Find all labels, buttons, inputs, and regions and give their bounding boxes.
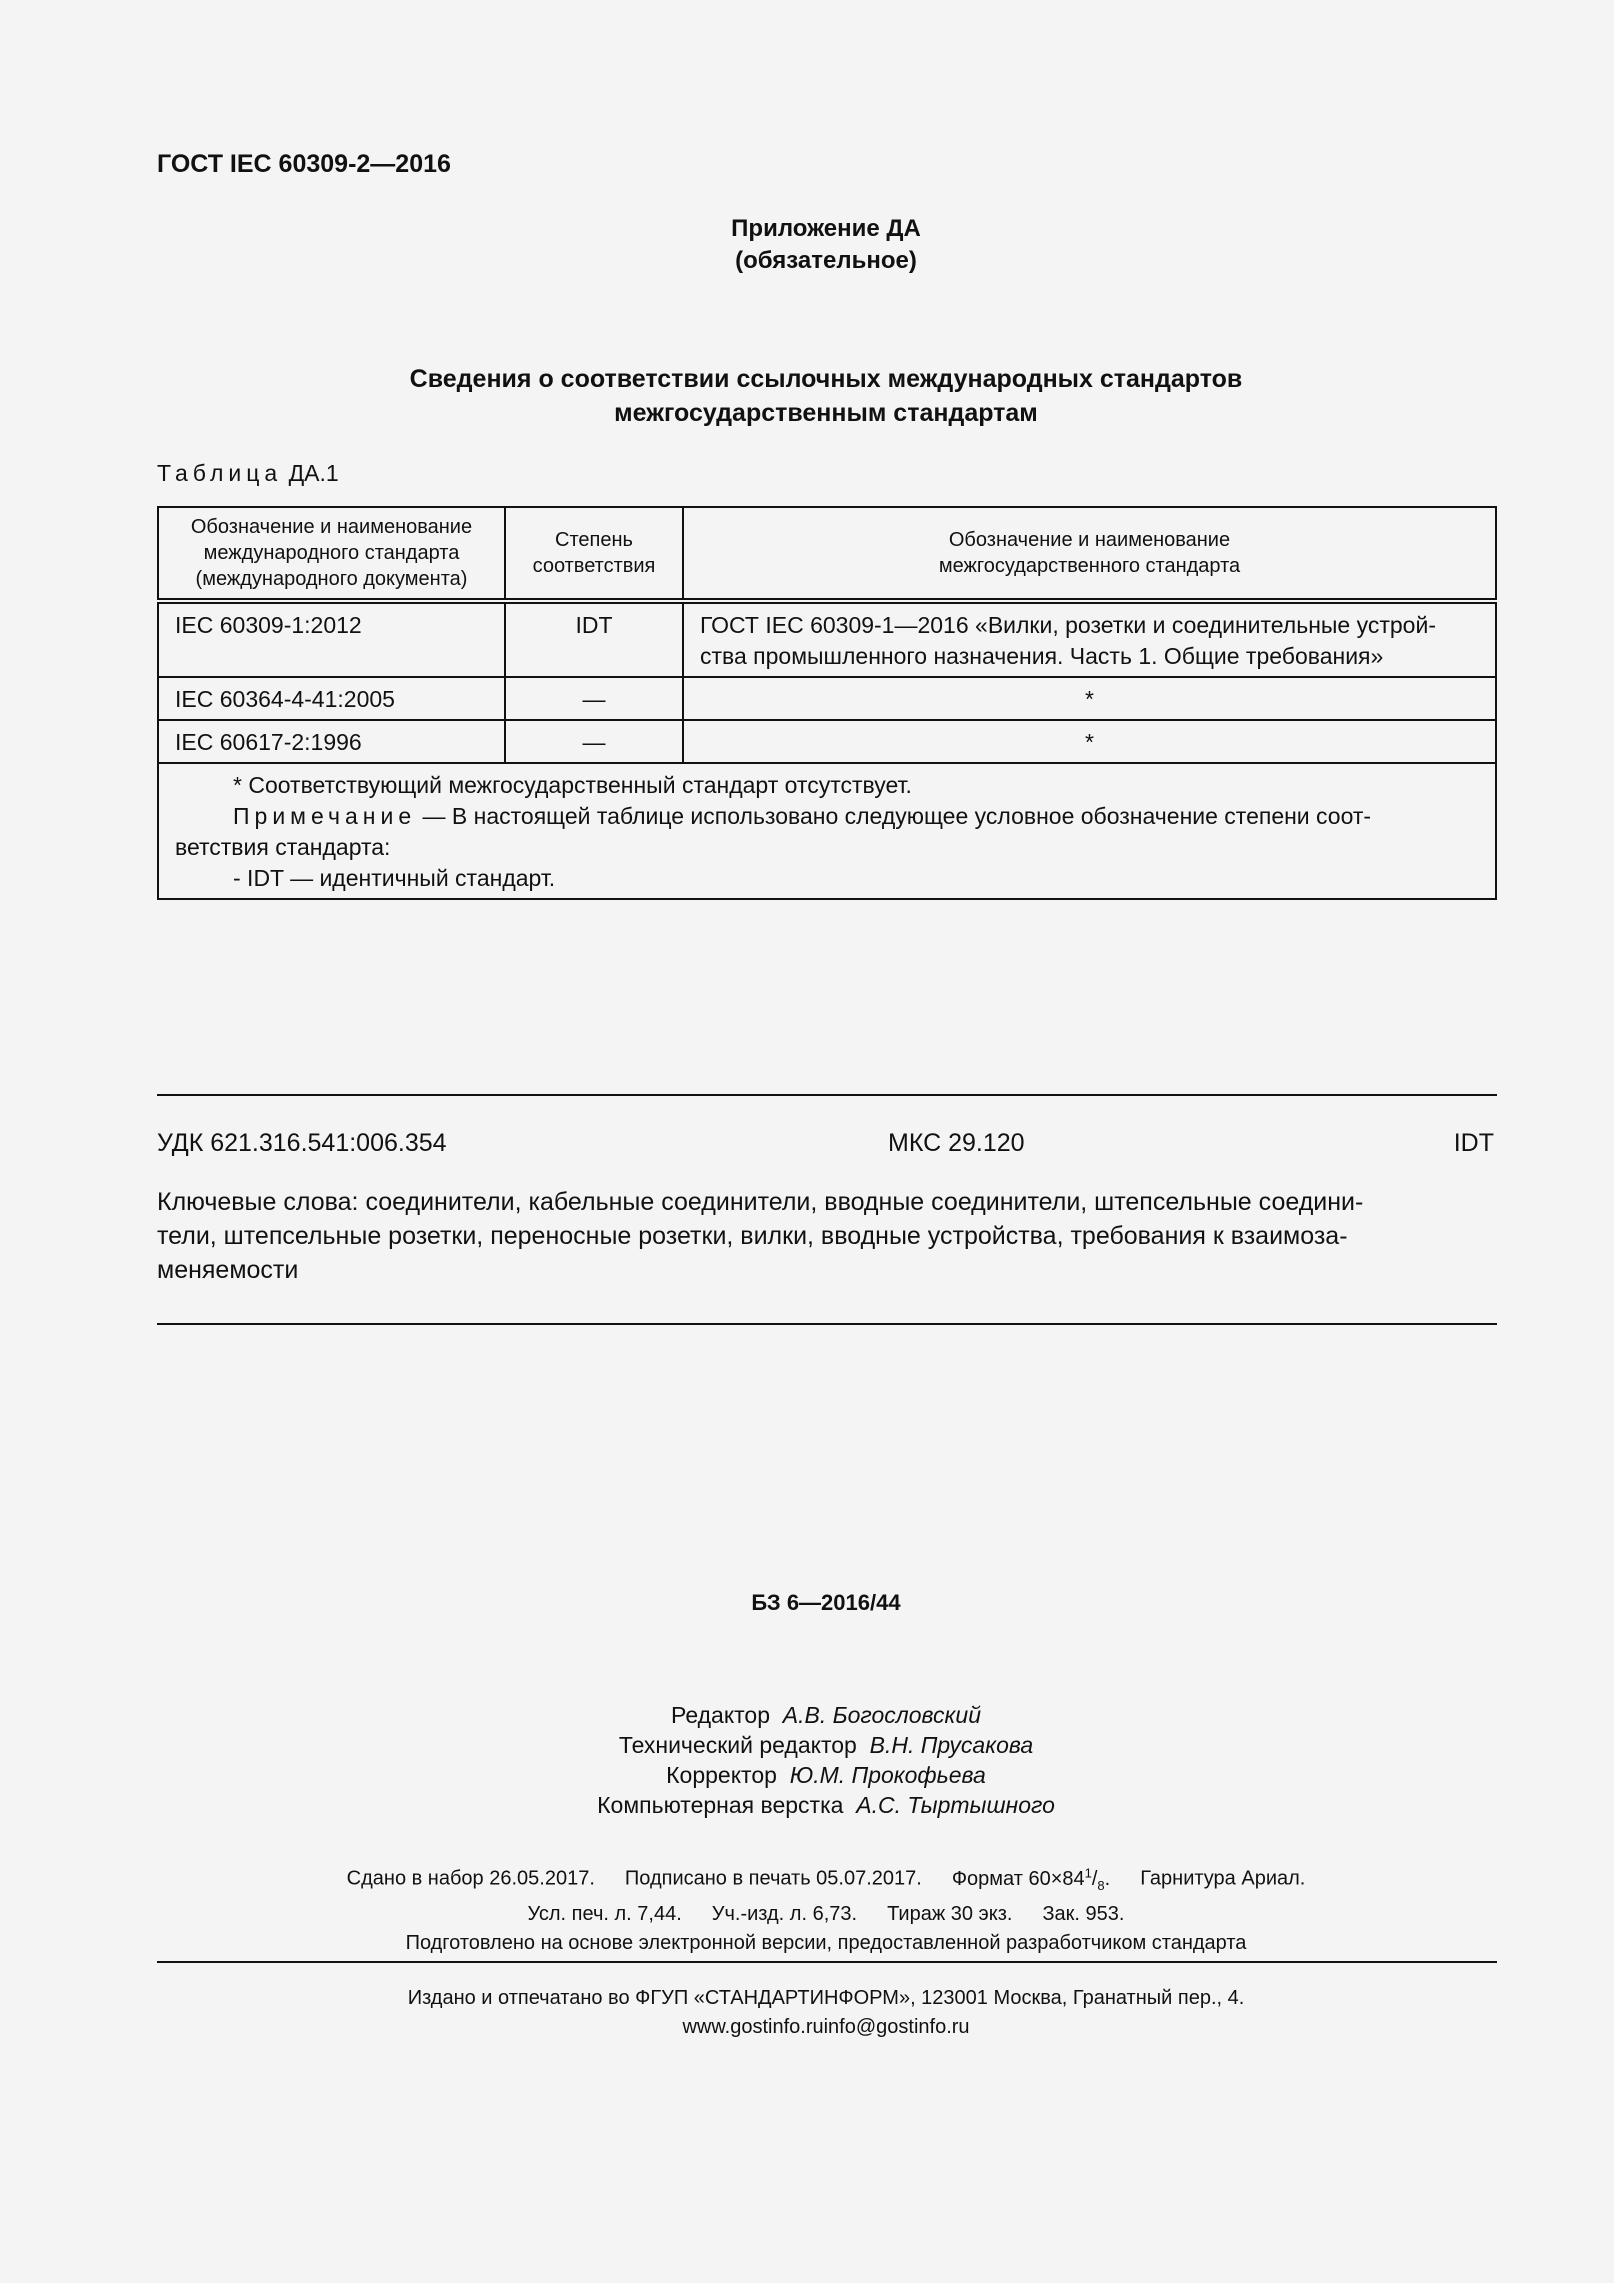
format-prefix: Формат 60×84 bbox=[951, 1867, 1085, 1890]
credit-label: Редактор bbox=[671, 1702, 771, 1728]
format-sub: 8 bbox=[1097, 1877, 1105, 1893]
header-line: Обозначение и наименование bbox=[190, 516, 473, 538]
credit-tech-editor bbox=[0, 1730, 1614, 1760]
note-text: — В настоящей таблице использовано следующее условное обозначение степени соот- bbox=[416, 803, 1372, 829]
table-caption-word: Таблица bbox=[157, 460, 283, 486]
keywords-line1: Ключевые слова: соединители, кабельные соединители, вводные соединители, штепсельные соедини- bbox=[157, 1188, 1364, 1216]
footnote: * Соответствующий межгосударственный стандарт отсутствует. bbox=[233, 772, 912, 798]
udk-code: УДК 621.316.541:006.354 bbox=[157, 1129, 447, 1157]
print-line2 bbox=[0, 1900, 1614, 1929]
cell-degree: IDT bbox=[505, 601, 683, 677]
typeface: Гарнитура Ариал. bbox=[1140, 1867, 1306, 1890]
header-degree bbox=[505, 507, 683, 601]
submitted-date: Сдано в набор 26.05.2017. bbox=[346, 1867, 595, 1890]
credit-label: Корректор bbox=[666, 1762, 777, 1788]
credit-name: В.Н. Прусакова bbox=[869, 1732, 1034, 1758]
table-row bbox=[158, 677, 1496, 720]
cell-interstate: * bbox=[683, 677, 1496, 720]
table-row bbox=[158, 601, 1496, 677]
classification-row bbox=[157, 1129, 1494, 1158]
format-sep: / bbox=[1091, 1867, 1098, 1890]
cell-intl: IEC 60364-4-41:2005 bbox=[158, 677, 505, 720]
document-code: ГОСТ IEC 60309-2—2016 bbox=[157, 150, 451, 178]
cell-degree: — bbox=[505, 677, 683, 720]
mks-code: МКС 29.120 bbox=[888, 1129, 1025, 1157]
credit-layout bbox=[0, 1790, 1614, 1820]
divider-imprint bbox=[157, 1961, 1497, 1963]
divider-bottom bbox=[157, 1323, 1497, 1325]
signed-date: Подписано в печать 05.07.2017. bbox=[624, 1867, 922, 1890]
print-sheets: Усл. печ. л. 7,44. bbox=[527, 1902, 682, 1925]
note-line2: ветствия стандарта: bbox=[175, 834, 391, 860]
section-title bbox=[0, 362, 1614, 430]
credit-name: Ю.М. Прокофьева bbox=[789, 1762, 986, 1788]
format-sup: 1 bbox=[1084, 1865, 1092, 1880]
header-line: межгосударственного стандарта bbox=[938, 555, 1241, 577]
credit-corrector bbox=[0, 1760, 1614, 1790]
table-row bbox=[158, 720, 1496, 763]
header-line: Обозначение и наименование bbox=[948, 529, 1231, 551]
divider-top bbox=[157, 1094, 1497, 1096]
pub-sheets: Уч.-изд. л. 6,73. bbox=[711, 1902, 858, 1925]
cell-interstate bbox=[683, 601, 1496, 677]
header-intl-standard bbox=[158, 507, 505, 601]
cell-intl: IEC 60309-1:2012 bbox=[158, 601, 505, 677]
credits bbox=[0, 1700, 1614, 1820]
header-line: (международного документа) bbox=[195, 568, 468, 590]
header-line: международного стандарта bbox=[203, 542, 460, 564]
prepared-note: Подготовлено на основе электронной версии, предоставленной разработчиком стандарта bbox=[405, 1931, 1247, 1954]
cell-interstate: * bbox=[683, 720, 1496, 763]
standards-table bbox=[157, 506, 1497, 900]
cell-degree: — bbox=[505, 720, 683, 763]
cell-line: ства промышленного назначения. Часть 1. Общие требования» bbox=[700, 643, 1384, 669]
credit-name: А.В. Богословский bbox=[782, 1702, 981, 1728]
annex-subtitle: (обязательное) bbox=[735, 247, 917, 274]
email-link[interactable]: info@gostinfo.ru bbox=[823, 2016, 970, 2038]
print-line1 bbox=[0, 1858, 1614, 1900]
table-note bbox=[158, 763, 1496, 899]
print-run: Тираж 30 экз. bbox=[887, 1902, 1013, 1925]
website-link[interactable]: www.gostinfo.ru bbox=[682, 2016, 824, 2038]
format-end: . bbox=[1104, 1867, 1111, 1890]
paper-format bbox=[951, 1865, 1111, 1893]
contacts bbox=[0, 2013, 1614, 2042]
header-line: соответствия bbox=[532, 555, 656, 577]
cell-line: ГОСТ IEC 60309-1—2016 «Вилки, розетки и соединительные устрой- bbox=[700, 612, 1436, 638]
keywords-line3: меняемости bbox=[157, 1256, 299, 1284]
credit-label: Компьютерная верстка bbox=[597, 1792, 844, 1818]
credit-label: Технический редактор bbox=[618, 1732, 857, 1758]
publisher bbox=[0, 1984, 1614, 2042]
note-word: Примечание bbox=[233, 803, 417, 829]
keywords bbox=[157, 1185, 1495, 1287]
note-item: - IDT — идентичный стандарт. bbox=[233, 865, 556, 891]
annex-title: Приложение ДА bbox=[731, 215, 921, 242]
table-header-row bbox=[158, 507, 1496, 601]
table-caption-number: ДА.1 bbox=[288, 460, 339, 486]
section-title-line1: Сведения о соответствии ссылочных международных стандартов bbox=[409, 365, 1243, 393]
section-title-line2: межгосударственным стандартам bbox=[614, 399, 1038, 427]
degree-code: IDT bbox=[1453, 1129, 1494, 1157]
bz-number: БЗ 6—2016/44 bbox=[751, 1590, 901, 1615]
header-line: Степень bbox=[555, 529, 633, 551]
cell-intl: IEC 60617-2:1996 bbox=[158, 720, 505, 763]
note-line1 bbox=[175, 801, 1479, 832]
credit-editor bbox=[0, 1700, 1614, 1730]
keywords-line2: тели, штепсельные розетки, переносные розетки, вилки, вводные устройства, требования к взаимоза- bbox=[157, 1222, 1348, 1250]
table-caption bbox=[157, 460, 339, 487]
published-by: Издано и отпечатано во ФГУП «СТАНДАРТИНФОРМ», 123001 Москва, Гранатный пер., 4. bbox=[407, 1987, 1245, 2009]
order-number: Зак. 953. bbox=[1042, 1902, 1125, 1925]
print-info bbox=[0, 1858, 1614, 1958]
table-note-row bbox=[158, 763, 1496, 899]
header-interstate-standard bbox=[683, 507, 1496, 601]
annex-heading bbox=[0, 213, 1614, 277]
credit-name: А.С. Тыртышного bbox=[856, 1792, 1055, 1818]
